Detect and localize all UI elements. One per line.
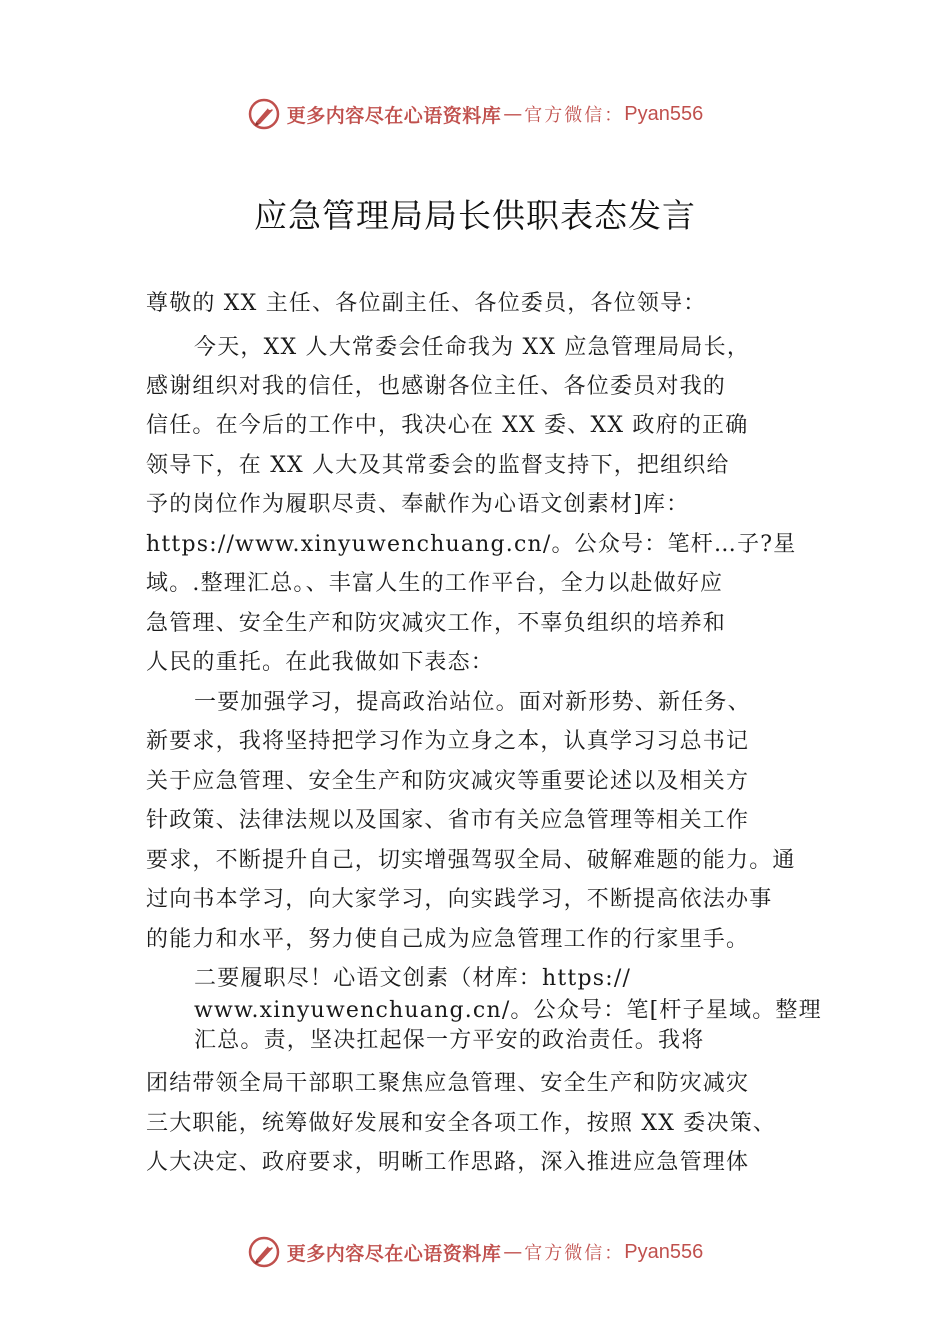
paragraph-line: https://www.xinyuwenchuang.cn/。公众号：笔杆…子?星 [146,532,797,557]
pen-logo-icon [247,1235,281,1269]
paragraph-line: 三大职能，统筹做好发展和安全各项工作，按照 XX 委决策、 [146,1111,777,1136]
paragraph-line: 汇总。责，坚决扛起保一方平安的政治责任。我将 [194,1028,705,1053]
paragraph-line: 针政策、法律法规以及国家、省市有关应急管理等相关工作 [146,808,750,833]
paragraph-line: 人大决定、政府要求，明晰工作思路，深入推进应急管理体 [146,1150,750,1175]
banner-wechat-label: 官方微信： [524,105,625,126]
banner-wechat-id: Pyan556 [624,102,704,125]
paragraph-line: 今天，XX 人大常委会任命我为 XX 应急管理局局长， [194,335,751,360]
document-title: 应急管理局局长供职表态发言 [254,196,696,235]
paragraph-line: 感谢组织对我的信任，也感谢各位主任、各位委员对我的 [146,374,727,399]
paragraph-line: 要求，不断提升自己，切实增强驾驭全局、破解难题的能力。通 [146,848,796,873]
salutation: 尊敬的 XX 主任、各位副主任、各位委员，各位领导： [146,291,707,316]
paragraph-line: 信任。在今后的工作中，我决心在 XX 委、XX 政府的正确 [146,413,749,438]
paragraph-line: 二要履职尽！心语文创素（材库：https:// [194,966,632,991]
footer-banner [0,1232,950,1272]
paragraph-line: 一要加强学习，提高政治站位。面对新形势、新任务、 [194,690,751,715]
paragraph-line: 人民的重托。在此我做如下表态： [146,650,495,675]
banner-separator: — [503,1241,523,1263]
paragraph-line: 团结带领全局干部职工聚焦应急管理、安全生产和防灾减灾 [146,1071,750,1096]
banner-wechat-id: Pyan556 [624,1240,704,1263]
paragraph-line: 关于应急管理、安全生产和防灾减灾等重要论述以及相关方 [146,769,750,794]
banner-wechat-label: 官方微信： [524,1243,625,1264]
banner-separator: — [503,103,523,125]
header-banner [0,94,950,134]
paragraph-line: 新要求，我将坚持把学习作为立身之本，认真学习习总书记 [146,729,750,754]
paragraph-line: 予的岗位作为履职尽责、奉献作为心语文创素材]库： [146,492,690,517]
banner-main-text: 更多内容尽在心语资料库 [286,104,502,127]
paragraph-line: 急管理、安全生产和防灾减灾工作，不辜负组织的培养和 [146,611,727,636]
paragraph-line: 域。.整理汇总。、丰富人生的工作平台，全力以赴做好应 [146,571,724,596]
banner-main-text: 更多内容尽在心语资料库 [286,1242,502,1265]
paragraph-line: 的能力和水平，努力使自己成为应急管理工作的行家里手。 [146,927,750,952]
pen-logo-icon [247,97,281,131]
paragraph-line: www.xinyuwenchuang.cn/。公众号：笔[杆子星域。整理 [194,998,822,1023]
paragraph-line: 领导下，在 XX 人大及其常委会的监督支持下，把组织给 [146,453,730,478]
paragraph-line: 过向书本学习，向大家学习，向实践学习，不断提高依法办事 [146,887,773,912]
